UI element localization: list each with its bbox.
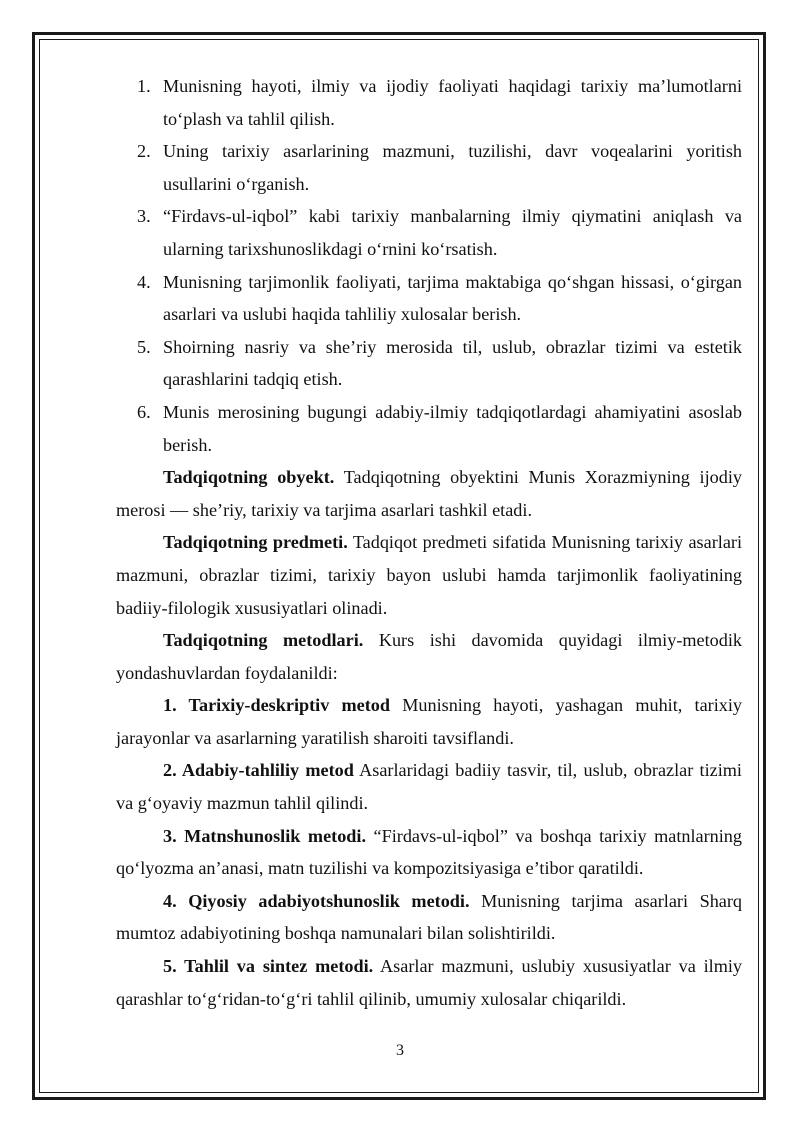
method-text: Asarlar mazmuni, uslubiy xususiyatlar va ilmiy qarashlar to‘g‘ridan-to‘g‘ri tahlil qilinib, umumiy xulosalar chiqarildi. xyxy=(116,956,742,1009)
list-item-text: Munisning hayoti, ilmiy va ijodiy faoliyati haqidagi tarixiy ma’lumotlarni to‘plash va tahlil qilish. xyxy=(163,76,742,129)
research-methods-text: Kurs ishi davomida quyidagi ilmiy-metodik yondashuvlardan foydalanildi: xyxy=(116,630,742,683)
list-item-number: 4. xyxy=(137,271,151,292)
list-item-text: Shoirning nasriy va she’riy merosida til, uslub, obrazlar tizimi va estetik qarashlarini tadqiq etish. xyxy=(163,336,742,390)
list-item-number: 5. xyxy=(137,336,151,357)
method-heading: 1. Tarixiy-deskriptiv metod xyxy=(163,695,391,716)
list-item-number: 2. xyxy=(137,141,151,162)
research-object-heading: Tadqiqotning obyekt. xyxy=(163,467,335,488)
list-item-text: Uning tarixiy asarlarining mazmuni, tuzilishi, davr voqealarini yoritish usullarini o‘rganish. xyxy=(163,141,742,194)
method-heading: 3. Matnshunoslik metodi. xyxy=(163,825,367,846)
list-item-number: 6. xyxy=(137,401,151,422)
research-subject-paragraph xyxy=(116,526,742,624)
research-methods-paragraph xyxy=(116,624,742,689)
list-item-number: 3. xyxy=(137,206,151,227)
method-text: “Firdavs-ul-iqbol” va boshqa tarixiy matnlarning qo‘lyozma an’anasi, matn tuzilishi va kompozitsiyasiga e’tibor qaratildi. xyxy=(116,825,742,879)
research-object-text: Tadqiqotning obyektini Munis Xorazmiyning ijodiy merosi — she’riy, tarixiy va tarjima asarlari tashkil etadi. xyxy=(116,467,742,520)
method-paragraph xyxy=(116,754,742,819)
list-item xyxy=(116,331,742,396)
objectives-list xyxy=(116,70,742,461)
research-subject-heading: Tadqiqotning predmeti. xyxy=(163,532,348,553)
research-methods-heading: Tadqiqotning metodlari. xyxy=(163,630,364,651)
method-heading: 4. Qiyosiy adabiyotshunoslik metodi. xyxy=(163,890,470,911)
list-item-number: 1. xyxy=(137,76,151,96)
page-number: 3 xyxy=(396,1042,404,1059)
list-item-text: Munisning tarjimonlik faoliyati, tarjima maktabiga qo‘shgan hissasi, o‘girgan asarlari va uslubi haqida tahliliy xulosalar berish. xyxy=(163,271,742,325)
list-item xyxy=(116,135,742,200)
list-item xyxy=(116,70,742,135)
method-paragraph xyxy=(116,820,742,885)
research-subject-text: Tadqiqot predmeti sifatida Munisning tarixiy asarlari mazmuni, obrazlar tizimi, tarixiy bayon uslubi hamda tarjimonlik faoliyatining badiiy-filologik xususiyatlari olinadi. xyxy=(116,532,743,618)
list-item-text: “Firdavs-ul-iqbol” kabi tarixiy manbalarning ilmiy qiymatini aniqlash va ularning tarixshunoslikdagi o‘rnini ko‘rsatish. xyxy=(163,206,742,259)
method-heading: 2. Adabiy-tahliliy metod xyxy=(163,760,354,781)
method-text: Munisning hayoti, yashagan muhit, tarixiy jarayonlar va asarlarning yaratilish sharoiti tavsiflandi. xyxy=(116,695,742,748)
page-content xyxy=(116,70,742,1015)
method-heading: 5. Tahlil va sintez metodi. xyxy=(163,956,374,977)
list-item xyxy=(116,396,742,461)
list-item xyxy=(116,266,742,331)
method-paragraph xyxy=(116,885,742,950)
method-text: Asarlaridagi badiiy tasvir, til, uslub, obrazlar tizimi va g‘oyaviy mazmun tahlil qilindi. xyxy=(116,760,742,814)
method-paragraph xyxy=(116,950,742,1015)
list-item-text: Munis merosining bugungi adabiy-ilmiy tadqiqotlardagi ahamiyatini asoslab berish. xyxy=(163,401,742,455)
list-item xyxy=(116,200,742,265)
method-text: Munisning tarjima asarlari Sharq mumtoz adabiyotining boshqa namunalari bilan solishtirildi. xyxy=(116,890,743,944)
method-paragraph xyxy=(116,689,742,754)
research-object-paragraph xyxy=(116,461,742,526)
